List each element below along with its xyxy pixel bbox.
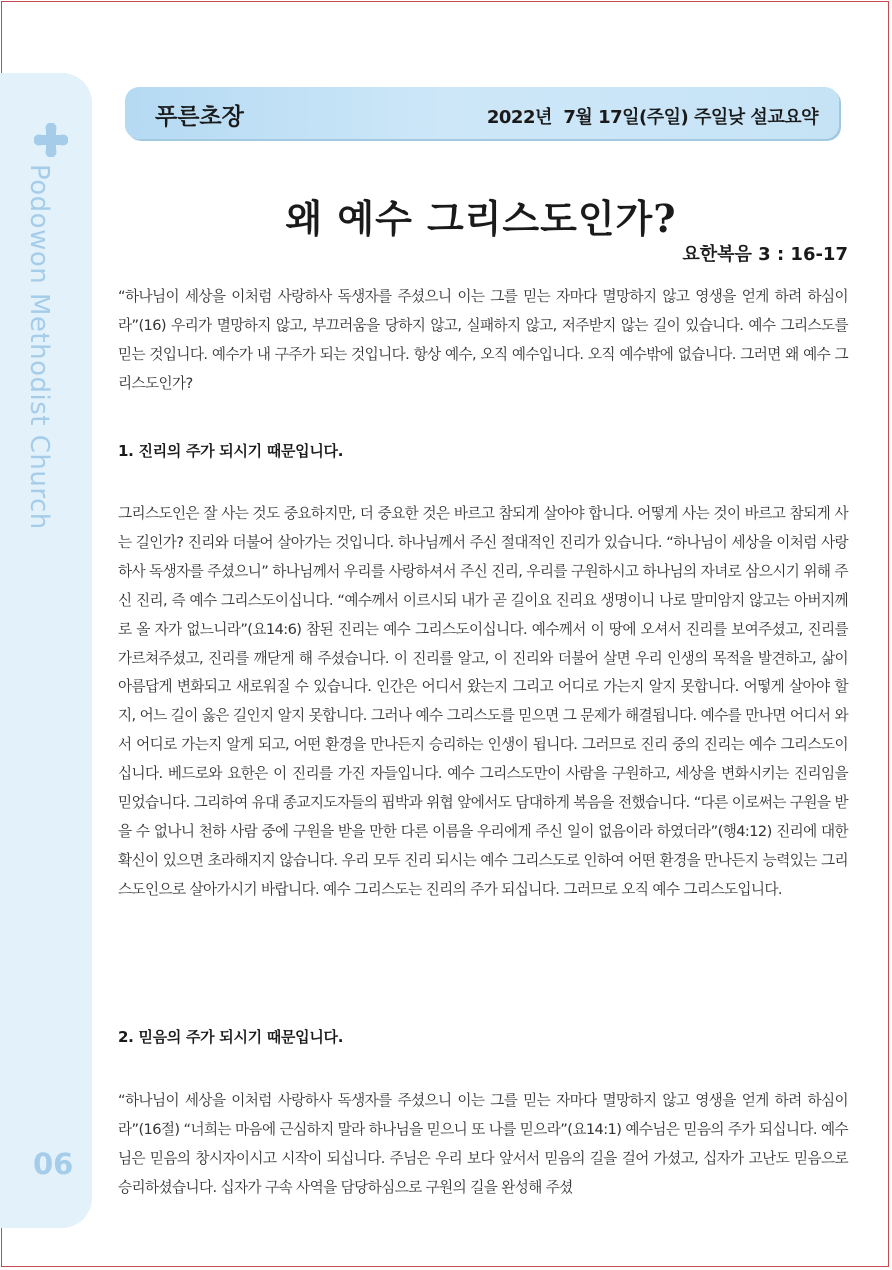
sermon-title: 왜 예수 그리스도인가? <box>285 196 677 241</box>
section-body-2: “하나님이 세상을 이처럼 사랑하사 독생자를 주셨으니 이는 그를 믿는 자마다 멸망하지 않고 영생을 얻게 하려 하심이라”(16절) “너희는 마음에 근심하지 말라 하나님을 믿으니 또 나를 믿으라”(요14:1) 예수님은 믿음의 주가 되십니다. 예수님은 믿음의 창시자이시고 시작이 되십니다. 주님은 우리 보다 앞서서 믿음의 길을 걸어 가셨고, 십자가 고난도 믿음으로 승리하셨습니다. 십자가 구속 사역을 담당하심으로 구원의 길을 완성해 주셨 <box>118 1092 848 1196</box>
scripture-reference: 요한복음 3 : 16-17 <box>682 244 848 265</box>
section-heading-1: 1. 진리의 주가 되시기 때문입니다. <box>118 442 344 460</box>
church-name-vertical: Podowon Methodist Church <box>24 164 54 530</box>
section-name: 푸른초장 <box>155 104 244 130</box>
intro-paragraph: “하나님이 세상을 이처럼 사랑하사 독생자를 주셨으니 이는 그를 믿는 자마다 멸망하지 않고 영생을 얻게 하려 하심이라”(16) 우리가 멸망하지 않고, 부끄러움을 당하지 않고, 실패하지 않고, 저주받지 않는 길이 있습니다. 예수 그리스도를 믿는 것입니다. 예수가 내 구주가 되는 것입니다. 항상 예수, 오직 예수입니다. 오직 예수밖에 없습니다. 그러면 왜 예수 그리스도인가? <box>118 288 848 392</box>
section-heading-2: 2. 믿음의 주가 되시기 때문입니다. <box>118 1028 344 1046</box>
page-number: 06 <box>33 1147 74 1181</box>
section-body-1: 그리스도인은 잘 사는 것도 중요하지만, 더 중요한 것은 바르고 참되게 살아야 합니다. 어떻게 사는 것이 바르고 참되게 사는 길인가? 진리와 더불어 살아가는 것입니다. 하나님께서 주신 절대적인 진리가 있습니다. “하나님이 세상을 이처럼 사랑하사 독생자를 주셨으니” 하나님께서 우리를 사랑하셔서 주신 진리, 우리를 구원하시고 하나님의 자녀로 삼으시기 위해 주신 진리, 즉 예수 그리스도이십니다. “예수께서 이르시되 내가 곧 길이요 진리요 생명이니 나로 말미암지 않고는 아버지께로 올 자가 없느니라”(요14:6) 참된 진리는 예수 그리스도이십니다. 예수께서 이 땅에 오셔서 진리를 보여주셨고, 진리를 가르쳐주셨고, 진리를 깨닫게 해 주셨습니다. 이 진리를 알고, 이 진리와 더불어 살면 우리 인생의 목적을 발견하고, 삶이 아름답게 변화되고 새로워질 수 있습니다. 인간은 어디서 왔는지 그리고 어디로 가는지 알지 못합니다. 어떻게 살아야 할지, 어느 길이 옳은 길인지 알지 못합니다. 그러나 예수 그리스도를 믿으면 그 문제가 해결됩니다. 예수를 만나면 어디서 와서 어디로 가는지 알게 되고, 어떤 환경을 만나든지 승리하는 인생이 됩니다. 그러므로 진리 중의 진리는 예수 그리스도이십니다. 베드로와 요한은 이 진리를 가진 자들입니다. 예수 그리스도만이 사람을 구원하고, 세상을 변화시키는 진리임을 믿었습니다. 그리하여 유대 종교지도자들의 핍박과 위협 앞에서도 담대하게 복음을 전했습니다. “다른 이로써는 구원을 받을 수 없나니 천하 사람 중에 구원을 받을 만한 다른 이름을 우리에게 주신 일이 없음이라 하였더라”(행4:12) 진리에 대한 확신이 있으면 초라해지지 않습니다. 우리 모두 진리 되시는 예수 그리스도로 인하여 어떤 환경을 만나든지 능력있는 그리스도인으로 살아가시기 바랍니다. 예수 그리스도는 진리의 주가 되십니다. 그러므로 오직 예수 그리스도입니다. <box>118 505 848 898</box>
sermon-date: 2022년 7월 17일(주일) 주일낮 설교요약 <box>486 107 818 128</box>
church-cross-icon <box>34 123 68 157</box>
